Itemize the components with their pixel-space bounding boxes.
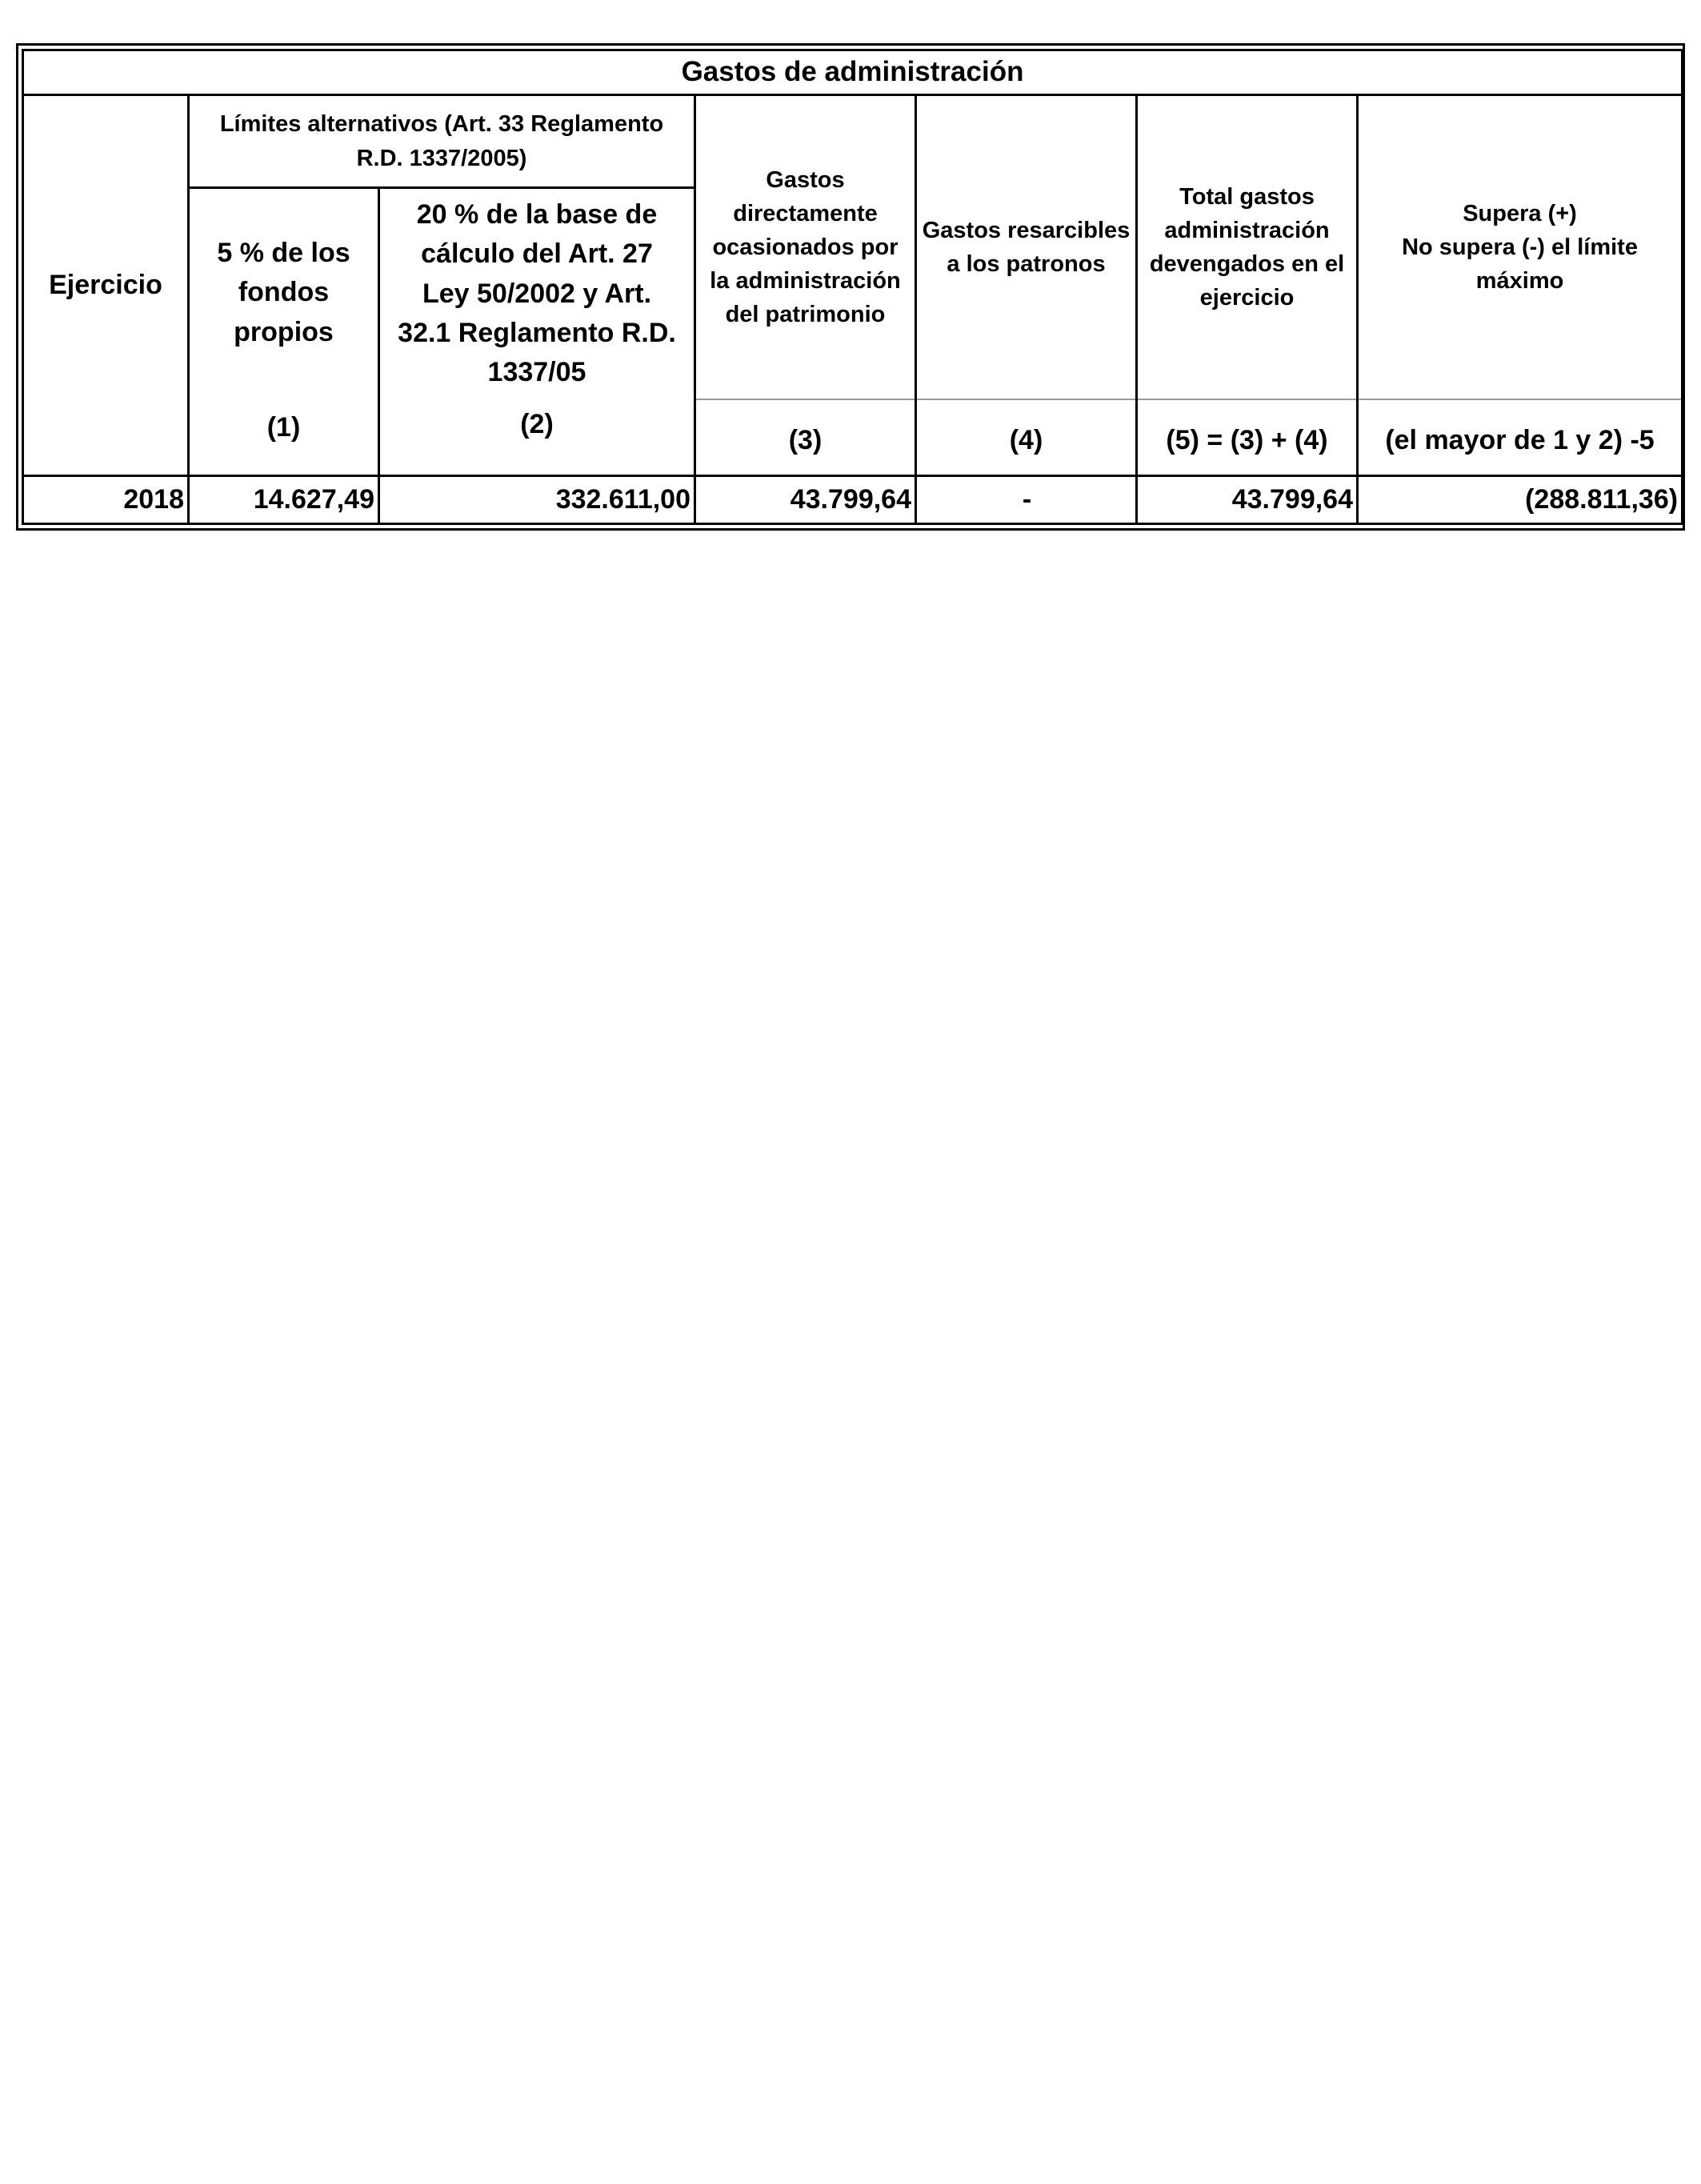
table-title: Gastos de administración xyxy=(23,50,1683,95)
header-col4: Gastos resarcibles a los patronos xyxy=(916,95,1137,399)
header-col3-code: (3) xyxy=(695,399,916,476)
cell-col4: - xyxy=(916,476,1137,524)
admin-expenses-table xyxy=(22,49,1683,525)
cell-col1: 14.627,49 xyxy=(189,476,379,524)
header-col6-line2: No supera (-) el límite máximo xyxy=(1402,234,1638,294)
cell-col3: 43.799,64 xyxy=(695,476,916,524)
admin-expenses-table-frame xyxy=(16,43,1685,531)
header-col6 xyxy=(1358,95,1683,399)
title-row xyxy=(23,50,1683,95)
header-limites-group: Límites alternativos (Art. 33 Reglamento R.D. 1337/2005) xyxy=(189,95,695,188)
cell-ejercicio: 2018 xyxy=(23,476,189,524)
header-row-1 xyxy=(23,95,1683,188)
header-col4-code: (4) xyxy=(916,399,1137,476)
cell-col2: 332.611,00 xyxy=(379,476,695,524)
header-col3: Gastos directamente ocasionados por la administración del patrimonio xyxy=(695,95,916,399)
header-col1-code: (1) xyxy=(266,411,301,443)
header-col2-code: (2) xyxy=(520,409,554,440)
header-col5-code: (5) = (3) + (4) xyxy=(1137,399,1358,476)
header-col1-label: 5 % de los fondos propios xyxy=(217,238,350,347)
cell-col6: (288.811,36) xyxy=(1358,476,1683,524)
header-col6-line1: Supera (+) xyxy=(1463,200,1577,226)
header-col2-label: 20 % de la base de cálculo del Art. 27 Ley 50/2002 y Art. 32.1 Reglamento R.D. 1337/05 xyxy=(398,199,676,388)
header-col2-cell xyxy=(379,188,695,476)
cell-col5: 43.799,64 xyxy=(1137,476,1358,524)
table-row xyxy=(23,476,1683,524)
header-col6-code: (el mayor de 1 y 2) -5 xyxy=(1358,399,1683,476)
header-col5: Total gastos administración devengados en el ejercicio xyxy=(1137,95,1358,399)
header-col1-cell xyxy=(189,188,379,476)
header-ejercicio: Ejercicio xyxy=(23,95,189,476)
